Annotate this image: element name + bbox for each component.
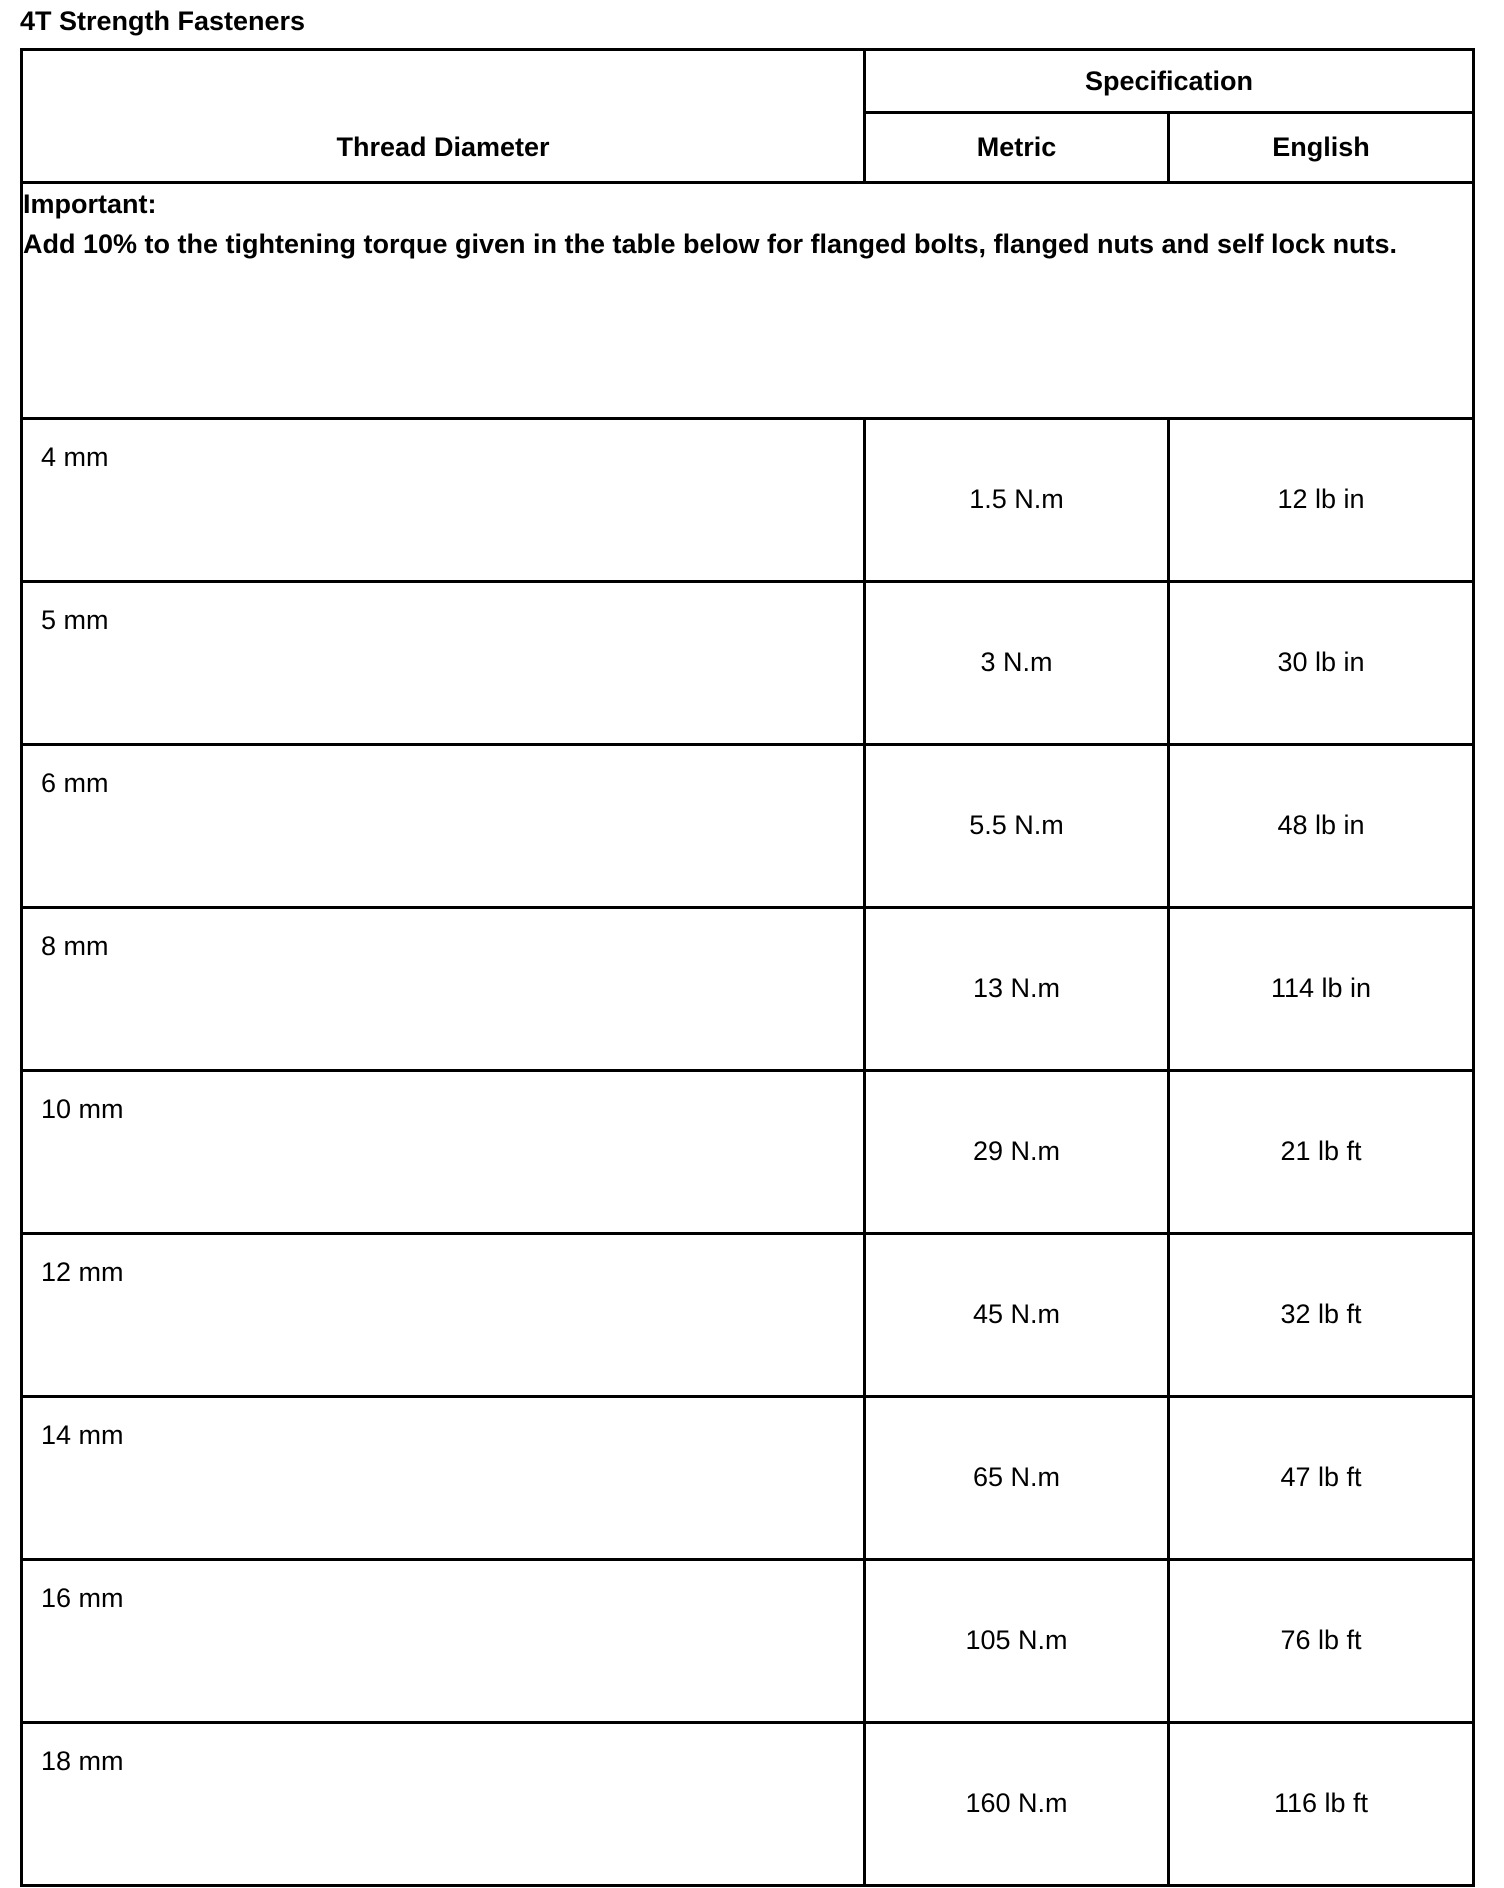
table-row bbox=[22, 745, 1474, 908]
metric-torque-cell: 29 N.m bbox=[865, 1071, 1169, 1234]
metric-torque-cell: 3 N.m bbox=[865, 582, 1169, 745]
table-row bbox=[22, 1071, 1474, 1234]
metric-torque-cell: 45 N.m bbox=[865, 1234, 1169, 1397]
metric-torque-cell: 5.5 N.m bbox=[865, 745, 1169, 908]
thread-diameter-cell: 10 mm bbox=[22, 1071, 865, 1234]
thread-diameter-cell: 4 mm bbox=[22, 419, 865, 582]
english-torque-cell: 21 lb ft bbox=[1169, 1071, 1474, 1234]
table-row bbox=[22, 908, 1474, 1071]
important-note bbox=[22, 183, 1474, 419]
english-torque-cell: 30 lb in bbox=[1169, 582, 1474, 745]
thread-diameter-cell: 12 mm bbox=[22, 1234, 865, 1397]
torque-spec-table bbox=[20, 48, 1475, 1887]
table-row bbox=[22, 1560, 1474, 1723]
thread-diameter-cell: 6 mm bbox=[22, 745, 865, 908]
table-row bbox=[22, 1397, 1474, 1560]
specification-header: Specification bbox=[865, 50, 1474, 113]
english-torque-cell: 47 lb ft bbox=[1169, 1397, 1474, 1560]
english-torque-cell: 116 lb ft bbox=[1169, 1723, 1474, 1886]
table-row bbox=[22, 419, 1474, 582]
header-row-top bbox=[22, 50, 1474, 113]
important-note-row bbox=[22, 183, 1474, 419]
thread-diameter-cell: 8 mm bbox=[22, 908, 865, 1071]
table-row bbox=[22, 1723, 1474, 1886]
metric-torque-cell: 65 N.m bbox=[865, 1397, 1169, 1560]
important-note-label: Important: bbox=[23, 189, 157, 219]
metric-torque-cell: 1.5 N.m bbox=[865, 419, 1169, 582]
thread-diameter-header: Thread Diameter bbox=[22, 50, 865, 183]
metric-torque-cell: 13 N.m bbox=[865, 908, 1169, 1071]
english-header: English bbox=[1169, 113, 1474, 183]
metric-header: Metric bbox=[865, 113, 1169, 183]
metric-torque-cell: 160 N.m bbox=[865, 1723, 1169, 1886]
english-torque-cell: 32 lb ft bbox=[1169, 1234, 1474, 1397]
thread-diameter-cell: 14 mm bbox=[22, 1397, 865, 1560]
metric-torque-cell: 105 N.m bbox=[865, 1560, 1169, 1723]
english-torque-cell: 114 lb in bbox=[1169, 908, 1474, 1071]
english-torque-cell: 12 lb in bbox=[1169, 419, 1474, 582]
thread-diameter-cell: 16 mm bbox=[22, 1560, 865, 1723]
english-torque-cell: 48 lb in bbox=[1169, 745, 1474, 908]
important-note-text: Add 10% to the tightening torque given in the table below for flanged bolts, flanged nuts and self lock nuts. bbox=[23, 229, 1398, 259]
table-row bbox=[22, 1234, 1474, 1397]
english-torque-cell: 76 lb ft bbox=[1169, 1560, 1474, 1723]
thread-diameter-cell: 18 mm bbox=[22, 1723, 865, 1886]
page-title: 4T Strength Fasteners bbox=[20, 6, 306, 36]
table-row bbox=[22, 582, 1474, 745]
thread-diameter-cell: 5 mm bbox=[22, 582, 865, 745]
